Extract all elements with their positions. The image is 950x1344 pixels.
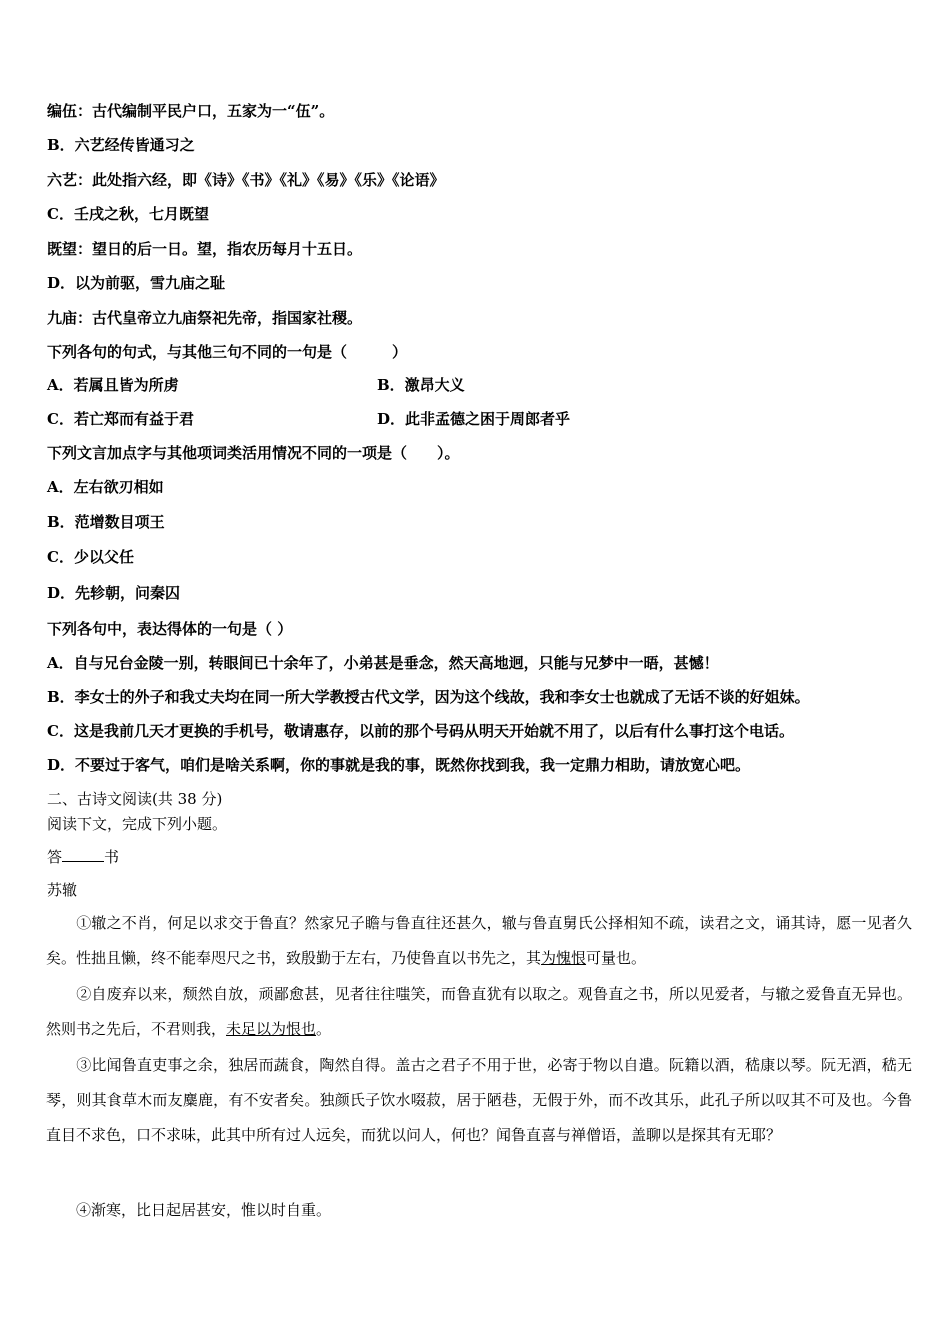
question-3-stem: 下列各句中，表达得体的一句是（ ） <box>47 620 293 638</box>
title-blank <box>62 847 104 862</box>
question-2-option-c: C．少以父任 <box>47 548 134 566</box>
question-3-option-a: A．自与兄台金陵一别，转眼间已十余年了，小弟甚是垂念，然天高地迥，只能与兄梦中一晤，甚憾！ <box>47 654 719 672</box>
essay-paragraph-2 <box>46 977 912 1047</box>
question-2-option-b: B．范增数目项王 <box>47 513 165 531</box>
essay-p2-end: 。 <box>316 1020 332 1038</box>
question-3-option-d: D．不要过于客气，咱们是啥关系啊，你的事就是我的事，既然你找到我，我一定鼎力相助，请放宽心吧。 <box>47 756 751 774</box>
option-c-renxu: C．壬戌之秋，七月既望 <box>47 205 209 223</box>
question-2-option-d: D．先轸朝，问秦囚 <box>47 584 181 602</box>
option-b-liuyi: B．六艺经传皆通习之 <box>47 136 195 154</box>
note-jiumiao: 九庙：古代皇帝立九庙祭祀先帝，指国家社稷。 <box>47 309 363 327</box>
essay-paragraph-1 <box>46 906 912 976</box>
note-liuyi: 六艺：此处指六经，即《诗》《书》《礼》《易》《乐》《论语》 <box>47 171 445 189</box>
essay-title-post: 书 <box>104 848 120 866</box>
question-1-option-a: A．若属且皆为所虏 <box>47 376 179 394</box>
essay-title <box>47 847 119 867</box>
note-bianwu: 编伍：古代编制平民户口，五家为一“伍”。 <box>47 102 335 120</box>
essay-p2-underlined: 未足以为恨也 <box>226 1020 317 1038</box>
essay-p1-underlined: 为愧恨 <box>541 949 587 967</box>
question-2-option-a: A．左右欲刃相如 <box>47 478 164 496</box>
essay-p2-text: ②自废弃以来，颓然自放，顽鄙愈甚，见者往往嗤笑，而鲁直犹有以取之。观鲁直之书，所以见爱者，与辙之爱鲁直无异也。然则书之先后，不君则我， <box>46 985 912 1038</box>
essay-paragraph-4 <box>46 1193 912 1228</box>
question-1-option-d: D．此非孟德之困于周郎者乎 <box>377 410 571 428</box>
essay-p1-end: 可量也。 <box>586 949 647 967</box>
essay-paragraph-3 <box>46 1048 912 1153</box>
question-1-option-b: B．激昂大义 <box>377 376 465 394</box>
note-jiwang: 既望：望日的后一日。望，指农历每月十五日。 <box>47 240 363 258</box>
question-3-option-c: C．这是我前几天才更换的手机号，敬请惠存，以前的那个号码从明天开始就不用了，以后有什么事打这个电话。 <box>47 722 794 740</box>
essay-p1-text: ①辙之不肖，何足以求交于鲁直？然家兄子瞻与鲁直往还甚久，辙与鲁直舅氏公择相知不疏，读君之文，诵其诗，愿一见者久矣。性拙且懒，终不能奉咫尺之书，致殷勤于左右，乃使鲁直以书先之，其 <box>46 914 912 967</box>
section-title: 二、古诗文阅读(共 38 分) <box>47 790 223 808</box>
essay-title-pre: 答 <box>47 848 63 866</box>
question-1-stem: 下列各句的句式，与其他三句不同的一句是（ ） <box>47 343 408 361</box>
option-d-jiumiao: D．以为前驱，雪九庙之耻 <box>47 274 226 292</box>
question-3-option-b: B．李女士的外子和我丈夫均在同一所大学教授古代文学，因为这个线故，我和李女士也就成了无话不谈的好姐妹。 <box>47 688 810 706</box>
essay-p3-text: ③比闻鲁直吏事之余，独居而蔬食，陶然自得。盖古之君子不用于世，必寄于物以自遣。阮籍以酒，嵇康以琴。阮无酒，嵇无琴，则其食草木而友麋鹿，有不安者矣。独颜氏子饮水啜菽，居于陋巷，无假于外，而不改其乐，此孔子所以叹其不可及也。今鲁直目不求色，口不求味，此其中所有过人远矣，而犹以问人，何也？闻鲁直喜与禅僧语，盖聊以是探其有无耶？ <box>46 1056 912 1144</box>
reading-intro: 阅读下文，完成下列小题。 <box>47 815 228 833</box>
essay-p4-text: ④渐寒，比日起居甚安，惟以时自重。 <box>76 1201 332 1219</box>
essay-author: 苏辙 <box>47 881 78 899</box>
question-1-option-c: C．若亡郑而有益于君 <box>47 410 194 428</box>
question-2-stem: 下列文言加点字与其他项词类活用情况不同的一项是（ ）。 <box>47 444 460 462</box>
